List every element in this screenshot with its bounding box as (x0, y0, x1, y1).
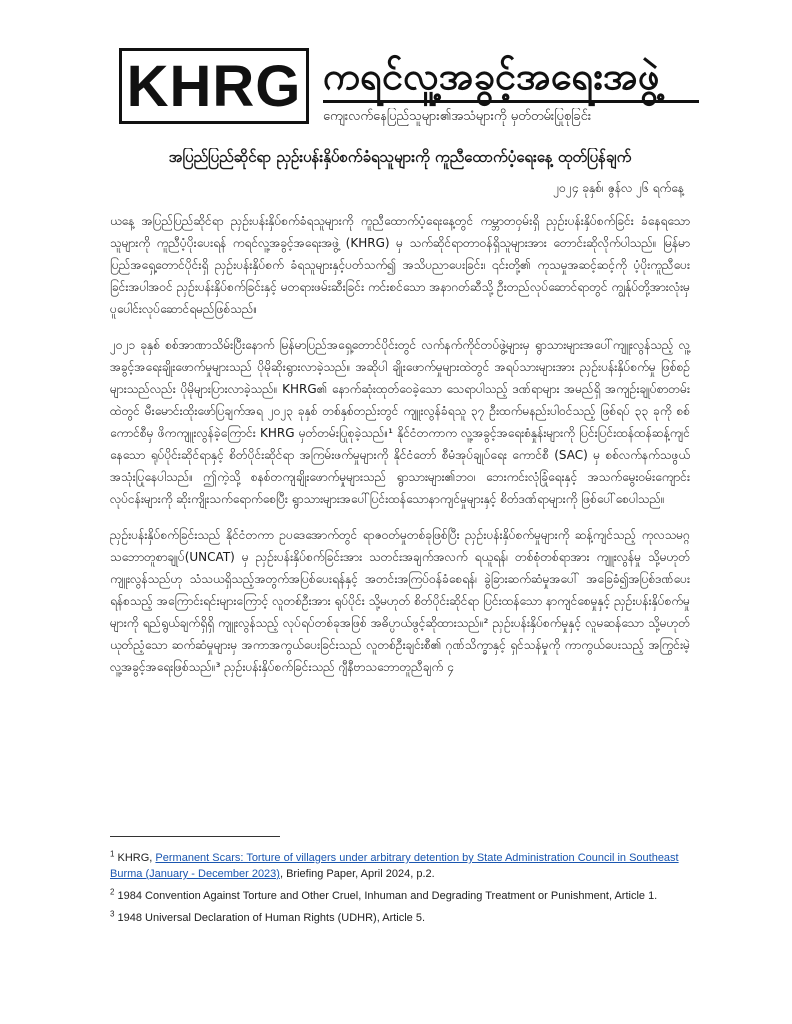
footnote-2 (110, 888, 690, 904)
footnote-3-text: 1948 Universal Declaration of Human Rights (UDHR), Article 5. (117, 912, 426, 924)
footnote-3 (110, 910, 690, 926)
footnote-1-number: 1 (110, 849, 115, 859)
header-divider (323, 100, 699, 103)
org-name: ကရင်လူ့အခွင့်အရေးအဖွဲ့ (323, 54, 660, 98)
footnote-3-number: 3 (110, 909, 115, 919)
paragraph-1: ယနေ့ အပြည်ပြည်ဆိုင်ရာ ညှဉ်းပန်းနှိပ်စက်ခံရသူများကို ကူညီထောက်ပံ့ရေးနေ့တွင် ကမ္ဘာတဝှမ်းရှိ ညှဉ်းပန်းနှိပ်စက်ခြင်း ခံနေရသောသူများကို ကူညီပံ့ပိုးပေးရန် ကရင်လူ့အခွင့်အရေးအဖွဲ့ (KHRG) မှ သက်ဆိုင်ရာတာဝန်ရှိသူများအား တောင်းဆိုလိုက်ပါသည်။ မြန်မာပြည်အရှေ့တောင်ပိုင်းရှိ ညှဉ်းပန်းနှိပ်စက် ခံရသူများနှင့်ပတ်သက်၍ အသိပညာပေးခြင်း၊ ၎င်းတို့၏ ကုသမှုအဆင့်ဆင့်ကို ပံ့ပိုးကူညီပေးခြင်းအပါအဝင် ညှဉ်းပန်းနှိပ်စက်ခြင်းနှင့် မတရားဖမ်းဆီးခြင်း ကင်းစင်သော အနာဂတ်ဆီသို့ ဦးတည်လုပ်ဆောင်ရာတွင် ကျွန်ုပ်တို့အားလုံးမှ ပူပေါင်းလုပ်ဆောင်ရမည်ဖြစ်သည်။ (110, 214, 690, 316)
paragraph-2: ၂၀၂၁ ခုနှစ် စစ်အာဏာသိမ်းပြီးနောက် မြန်မာပြည်အရှေ့တောင်ပိုင်းတွင် လက်နက်ကိုင်တပ်ဖွဲ့များမှ ရွာသားများအပေါ်ကျူးလွန်သည့် လူ့အခွင့်အရေးချိုးဖောက်မှုများသည် ပိုမိုဆိုးရွားလာခဲ့သည်။ အဆိုပါ ချိုးဖောက်မှုများထဲတွင် အရပ်သားများအား ညှဉ်းပန်းနှိပ်စက်မှု ဖြစ်စဉ်များသည်လည်း ပိုမိုများပြားလာခဲ့သည်။ KHRG၏ နောက်ဆုံးထုတ်ဝေခဲ့သော သေရာပါသည့် ဒဏ်ရာများ အမည်ရှိ အကျဉ်းချုပ်စာတမ်းထဲတွင် မီးမောင်းထိုးဖော်ပြချက်အရ ၂၀၂၃ ခုနှစ် တစ်နှစ်တည်းတွင် ကျူးလွန်ခံရသူ ၃၇ ဦးထက်မနည်းပါဝင်သည့် ဖြစ်ရပ် ၃၃ ခုကို စစ်ကောင်စီမှ ဖိကကျူးလွန်ခဲ့ကြောင်း KHRG မှတ်တမ်းပြုစုခဲ့သည်။¹ နိုင်ငံတကာက လူ့အခွင့်အရေးစံနှုန်းများကို ပြင်းပြင်းထန်ထန်ဆန့်ကျင်နေသော ရုပ်ပိုင်းဆိုင်ရာနှင့် စိတ်ပိုင်းဆိုင်ရာ အကြမ်းဖက်မှုများကို နိုင်ငံတော် စီမံအုပ်ချုပ်ရေး ကောင်စီ (SAC) မှ စစ်လက်နက်သဖွယ် အသုံးပြုနေပါသည်။ ဤကဲ့သို့ စနစ်တကျချိုးဖောက်မှုများသည် ရွာသားများ၏ဘဝ၊ ဘေးကင်းလုံခြုံရေးနှင့် အသက်မွေးဝမ်းကျောင်းလုပ်ငန်းများကို ဆိုးကျိုးသက်ရောက်စေပြီး ရွာသားများအပေါ်ပြင်းထန်သောနာကျင်မှုများနှင့် စိတ်ဒဏ်ရာများကို ဖြစ်ပေါ်စေပါသည်။ (110, 338, 690, 506)
footnote-1-suffix: , Briefing Paper, April 2024, p.2. (279, 868, 435, 880)
org-subtitle: ကျေးလက်နေပြည်သူများ၏အသံများကို မှတ်တမ်းပြုစုခြင်း (323, 109, 592, 124)
footnote-divider (110, 836, 280, 837)
footnote-1-prefix: KHRG, (117, 852, 156, 864)
footnote-1 (110, 850, 690, 882)
khrg-logo: KHRG (119, 48, 309, 124)
statement-body (110, 210, 690, 692)
footnote-2-text: 1984 Convention Against Torture and Other Cruel, Inhuman and Degrading Treatment or Punishment, Article 1. (117, 890, 658, 902)
page-title: အပြည်ပြည်ဆိုင်ရာ ညှဉ်းပန်းနှိပ်စက်ခံရသူများကို ကူညီထောက်ပံ့ရေးနေ့ ထုတ်ပြန်ချက် (168, 148, 632, 166)
statement-date: ၂၀၂၄ ခုနှစ်၊ ဇွန်လ ၂၆ ရက်နေ့ (553, 181, 684, 195)
footnote-1-link[interactable]: Permanent Scars: Torture of villagers under arbitrary detention by State Administration Council in Southeast Burma (January - December 2023) (110, 852, 679, 880)
footnote-2-number: 2 (110, 887, 115, 897)
khrg-header (119, 48, 699, 148)
paragraph-3: ညှဉ်းပန်းနှိပ်စက်ခြင်းသည် နိုင်ငံတကာ ဥပဒေအောက်တွင် ရာဇဝတ်မှုတစ်ခုဖြစ်ပြီး ညှဉ်းပန်းနှိပ်စက်မှုများကို ဆန့်ကျင်သည့် ကုလသမဂ္ဂသဘောတူစာချုပ်(UNCAT) မှ ညှဉ်းပန်းနှိပ်စက်ခြင်းအား သတင်းအချက်အလက် ရယူရန်၊ တစ်စုံတစ်ရာအား ကျူးလွန်မှု သို့မဟုတ် ကျူးလွန်သည်ဟု သံသယရှိသည့်အတွက်အပြစ်ပေးရန်နှင့် အတင်းအကြပ်ဝန်ခံစေရန်၊ ခွဲခြားဆက်ဆံမှုအပေါ် အခြေခံ၍အပြစ်ဒဏ်ပေးရန်စသည့် အကြောင်းရင်းများကြောင့် လူတစ်ဦးအား ရုပ်ပိုင်း သို့မဟုတ် စိတ်ပိုင်းဆိုင်ရာ ပြင်းထန်သော နာကျင်စေမှုနှင့် ညှဉ်းပန်းနှိပ်စက်မှုများကို ရည်ရွယ်ချက်ရှိရှိ ကျူးလွန်သည့် လုပ်ရပ်တစ်ခုအဖြစ် အဓိပ္ပာယ်ဖွင့်ဆိုထားသည်။² ညှဉ်းပန်းနှိပ်စက်မှုနှင့် လူမဆန်သော သို့မဟုတ် ယုတ်ညံ့သော ဆက်ဆံမှုများမှ အကာအကွယ်ပေးခြင်းသည် လူတစ်ဦးချင်းစီ၏ ဂုဏ်သိက္ခာနှင့် ရှင်သန်မှုကို ကာကွယ်ပေးသည့် အကြွင်းမဲ့လူ့အခွင့်အရေးဖြစ်သည်။³ ညှဉ်းပန်းနှိပ်စက်ခြင်းသည် ဂျီနီဗာသဘောတူညီချက် ၄ (110, 528, 690, 674)
footnotes (110, 850, 690, 932)
